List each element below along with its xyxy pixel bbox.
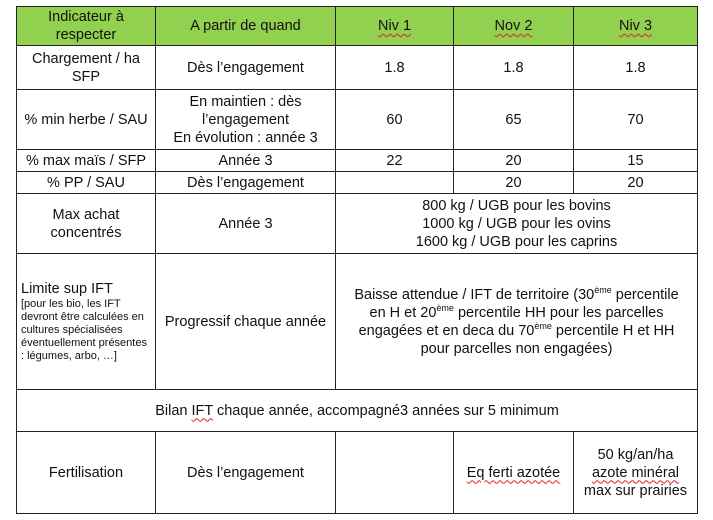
row-niv3: 15 xyxy=(574,150,698,172)
ift-sup: ème xyxy=(594,284,612,295)
ferti-niv2-text: Eq ferti azotée xyxy=(466,464,561,481)
table-row xyxy=(17,172,698,194)
row-niv3: 1.8 xyxy=(574,46,698,90)
row-niv3 xyxy=(574,432,698,514)
value-line: 1000 kg / UGB pour les ovins xyxy=(422,215,611,232)
ift-sup: ème xyxy=(534,320,552,331)
ift-text: Baisse attendue / IFT de territoire (30 xyxy=(354,286,595,303)
table-row xyxy=(17,390,698,432)
ferti-line-text: azote minéral xyxy=(591,464,680,481)
header-niv3-text: Niv 3 xyxy=(618,18,653,34)
row-when: Dès l’engagement xyxy=(156,432,336,514)
row-label xyxy=(17,254,156,390)
row-niv1 xyxy=(336,172,454,194)
header-niv3 xyxy=(574,7,698,46)
value-line: 1600 kg / UGB pour les caprins xyxy=(415,233,618,250)
row-when: Progressif chaque année xyxy=(156,254,336,390)
row-label: % min herbe / SAU xyxy=(17,90,156,150)
header-a-partir: A partir de quand xyxy=(156,7,336,46)
row-niv1: 60 xyxy=(336,90,454,150)
requirements-table-container xyxy=(16,6,697,514)
value-line: 800 kg / UGB pour les bovins xyxy=(422,197,611,214)
row-concentres-values xyxy=(336,194,698,254)
header-niv1-text: Niv 1 xyxy=(377,18,412,34)
ferti-line: 50 kg/an/ha xyxy=(597,446,674,463)
ift-text: percentile HH pour les parcelles engagées et en deca du 70 xyxy=(358,304,664,339)
row-label: Chargement / ha SFP xyxy=(17,46,156,90)
table-row xyxy=(17,194,698,254)
when-line: En évolution : année 3 xyxy=(173,129,318,146)
row-niv3: 20 xyxy=(574,172,698,194)
header-nov2-text: Nov 2 xyxy=(494,18,533,34)
ferti-line xyxy=(578,464,693,482)
row-when: Dès l’engagement xyxy=(156,172,336,194)
row-label: Max achat concentrés xyxy=(17,194,156,254)
ift-label: Limite sup IFT xyxy=(21,281,113,297)
table-row xyxy=(17,254,698,390)
row-niv2 xyxy=(454,432,574,514)
when-line: En maintien : dès l’engagement xyxy=(189,93,302,128)
requirements-table xyxy=(16,6,698,514)
row-label: Fertilisation xyxy=(17,432,156,514)
table-row xyxy=(17,46,698,90)
header-nov2 xyxy=(454,7,574,46)
row-niv1: 1.8 xyxy=(336,46,454,90)
header-niv1 xyxy=(336,7,454,46)
row-niv2: 20 xyxy=(454,150,574,172)
row-when: Dès l’engagement xyxy=(156,46,336,90)
ift-text: percentile H et HH pour parcelles non engagées) xyxy=(420,322,675,357)
row-label: % max maïs / SFP xyxy=(17,150,156,172)
header-indicateur: Indicateur à respecter xyxy=(17,7,156,46)
table-row xyxy=(17,90,698,150)
bilan-pre: Bilan xyxy=(155,402,192,419)
row-niv2: 1.8 xyxy=(454,46,574,90)
row-bilan xyxy=(17,390,698,432)
row-when xyxy=(156,90,336,150)
ift-sup: ème xyxy=(436,302,454,313)
bilan-ift: IFT xyxy=(191,402,213,419)
row-niv2: 20 xyxy=(454,172,574,194)
row-niv3: 70 xyxy=(574,90,698,150)
table-row xyxy=(17,150,698,172)
row-niv2: 65 xyxy=(454,90,574,150)
row-niv1: 22 xyxy=(336,150,454,172)
row-label: % PP / SAU xyxy=(17,172,156,194)
row-when: Année 3 xyxy=(156,194,336,254)
row-ift-values xyxy=(336,254,698,390)
ferti-line: max sur prairies xyxy=(583,482,688,499)
ift-text: percentile en H et 20 xyxy=(369,286,679,321)
ift-note: [pour les bio, les IFT devront être calculées en cultures spécialisées éventuellement présentes : légumes, arbo, …] xyxy=(21,298,147,362)
row-niv1 xyxy=(336,432,454,514)
table-row xyxy=(17,432,698,514)
row-when: Année 3 xyxy=(156,150,336,172)
bilan-post: chaque année, accompagné3 années sur 5 minimum xyxy=(212,402,559,419)
header-row xyxy=(17,7,698,46)
